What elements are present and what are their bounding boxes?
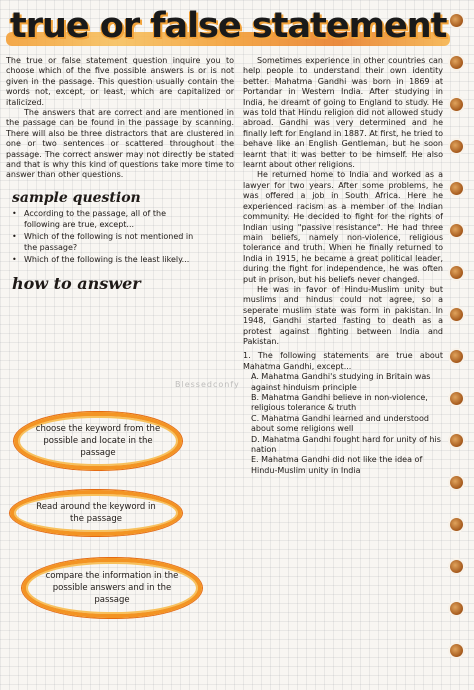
sample-question-item: • Which of the following is not mentioned in the passage?: [12, 232, 202, 253]
binder-hole: [450, 224, 463, 237]
binder-hole: [450, 140, 463, 153]
how-to-answer-heading: how to answer: [12, 279, 234, 289]
passage-paragraph-3: He was in favor of Hindu-Muslim unity but muslims and hindus could not agree, so a seperate muslim state was form in pakistan. In 1948, Gandhi started fasting to death as a protest against fighting between India and Pakistan.: [243, 284, 443, 346]
binder-hole: [450, 14, 463, 27]
sample-question-item: • According to the passage, all of the following are true, except...: [12, 209, 202, 230]
binder-hole: [450, 98, 463, 111]
passage-paragraph-2: He returned home to India and worked as a lawyer for two years. After some problems, he was offered a job in South Africa. Here he experienced racism as a member of the Indian community. He decided to fight for the rights of Indian using "passive resistance". He had three main beliefs, namely non-violence, religious tolerance and truth. When he finally returned to India in 1915, he became a great political leader, during the fight for independence, he was often put in prison, but his beliefs never changed.: [243, 170, 443, 284]
binder-hole: [450, 476, 463, 489]
answer-option: D. Mahatma Gandhi fought hard for unity of his nation: [251, 434, 441, 455]
answer-option: E. Mahatma Gandhi did not like the idea of Hindu-Muslim unity in India: [251, 455, 423, 475]
passage-paragraph-1: Sometimes experience in other countries can help people to understand their own identity better. Mahatma Gandhi was born in 1869 at Portandar in Western India. After studying in India, he dreamt of going to England to study. He was told that Hindu religion did not allowed study abroad. Gandhi was very determined and he finally left for England in 1887. At first, he tried to behave like an English Gentleman, but he soon learnt that it was better to be himself. He also learnt about other religions.: [243, 56, 443, 170]
answer-options: [243, 372, 443, 476]
binder-hole: [450, 518, 463, 531]
watermark: Blessedconfy: [175, 380, 240, 389]
binder-hole: [450, 602, 463, 615]
binder-hole: [450, 392, 463, 405]
binder-hole: [450, 434, 463, 447]
sample-question-list: [6, 209, 202, 265]
page-title: true or false statement: [10, 6, 447, 46]
sample-question-heading: sample question: [12, 193, 234, 203]
answer-option: C. Mahatma Gandhi learned and understood about some religions well: [251, 413, 429, 434]
right-column: [243, 56, 443, 476]
step-read-around-keyword: Read around the keyword in the passage: [10, 490, 182, 536]
binder-hole: [450, 182, 463, 195]
intro-paragraph: The true or false statement question inquire you to choose which of the five possible answers is or is not given in the passage. This question usually contain the words not, except, or least, which are capitalized or italicized.: [6, 56, 234, 107]
step-compare-information: compare the information in the possible answers and in the passage: [22, 558, 202, 618]
binder-hole: [450, 56, 463, 69]
step-choose-keyword: choose the keyword from the possible and locate in the passage: [14, 412, 182, 470]
sample-question-item: • Which of the following is the least likely...: [12, 255, 202, 265]
binder-hole: [450, 644, 463, 657]
left-column: [6, 56, 234, 296]
binder-hole: [450, 308, 463, 321]
answer-option: A. Mahatma Gandhi's studying in Britain was against hinduism principle: [251, 372, 431, 392]
explanation-paragraph: The answers that are correct and are mentioned in the passage can be found in the passage by scanning. There will also be three distractors that are clustered in one or two sentences or scattered throughout the passage. The correct answer may not directly be stated and that is why this kind of questions take more time to answer than other questions.: [6, 108, 234, 180]
binder-hole: [450, 350, 463, 363]
binder-hole: [450, 266, 463, 279]
binder-hole: [450, 560, 463, 573]
answer-option: B. Mahatma Gandhi believe in non-violence, religious tolerance & truth: [251, 393, 428, 413]
binder-holes: [450, 0, 466, 690]
question-stem: 1. The following statements are true about Mahatma Gandhi, except...: [243, 351, 443, 371]
